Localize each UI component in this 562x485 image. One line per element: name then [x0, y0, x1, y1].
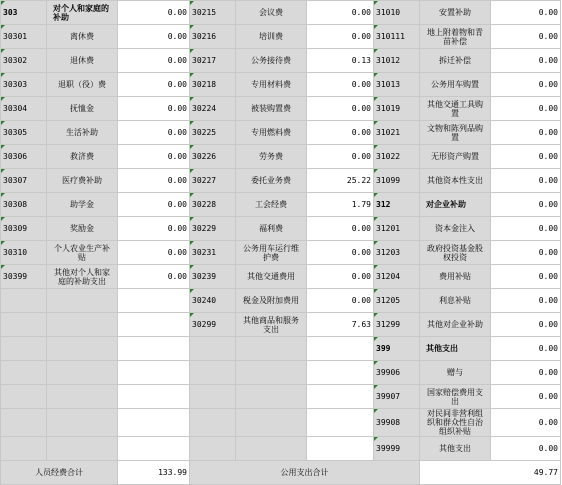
item-amount-cell: 0.00	[118, 25, 190, 49]
item-name-cell: 赠与	[420, 361, 491, 385]
totals-row	[1, 461, 561, 485]
item-amount-cell: 0.00	[491, 49, 561, 73]
item-code-cell: 30309	[1, 217, 47, 241]
item-code-cell	[190, 409, 236, 437]
item-amount-cell: 0.00	[118, 121, 190, 145]
item-code-cell: 30216	[190, 25, 236, 49]
item-code-cell	[1, 409, 47, 437]
item-amount-cell: 0.00	[491, 193, 561, 217]
item-name-cell: 对企业补助	[420, 193, 491, 217]
item-code-cell	[1, 313, 47, 337]
item-code-cell	[190, 385, 236, 409]
item-name-cell: 其他支出	[420, 437, 491, 461]
table-row	[1, 241, 561, 265]
item-code-cell: 31012	[374, 49, 420, 73]
item-code-cell: 30399	[1, 265, 47, 289]
item-amount-cell	[118, 337, 190, 361]
item-code-cell: 30227	[190, 169, 236, 193]
item-name-cell: 委托业务费	[236, 169, 307, 193]
item-amount-cell: 0.00	[118, 73, 190, 97]
item-amount-cell: 0.00	[118, 241, 190, 265]
table-row	[1, 97, 561, 121]
item-code-cell: 31201	[374, 217, 420, 241]
item-amount-cell: 0.00	[491, 385, 561, 409]
item-name-cell: 费用补贴	[420, 265, 491, 289]
item-amount-cell	[118, 361, 190, 385]
item-name-cell: 救济费	[47, 145, 118, 169]
item-code-cell: 31013	[374, 73, 420, 97]
item-name-cell	[47, 385, 118, 409]
item-name-cell	[47, 289, 118, 313]
item-code-cell: 30217	[190, 49, 236, 73]
item-amount-cell: 0.00	[307, 25, 374, 49]
table-row	[1, 1, 561, 25]
item-amount-cell: 0.00	[491, 241, 561, 265]
item-name-cell: 国家赔偿费用支出	[420, 385, 491, 409]
item-amount-cell	[118, 289, 190, 313]
table-row	[1, 265, 561, 289]
item-amount-cell: 0.00	[118, 217, 190, 241]
item-amount-cell: 0.00	[491, 121, 561, 145]
item-amount-cell: 0.00	[491, 169, 561, 193]
item-code-cell: 30224	[190, 97, 236, 121]
item-name-cell: 离休费	[47, 25, 118, 49]
item-code-cell: 312	[374, 193, 420, 217]
table-row	[1, 193, 561, 217]
item-code-cell: 30310	[1, 241, 47, 265]
item-code-cell: 30304	[1, 97, 47, 121]
item-code-cell: 30239	[190, 265, 236, 289]
item-name-cell	[47, 409, 118, 437]
item-code-cell: 310111	[374, 25, 420, 49]
item-name-cell: 奖励金	[47, 217, 118, 241]
table-row	[1, 217, 561, 241]
item-name-cell: 安置补助	[420, 1, 491, 25]
item-code-cell: 31099	[374, 169, 420, 193]
item-amount-cell: 0.00	[491, 361, 561, 385]
item-code-cell: 39999	[374, 437, 420, 461]
item-name-cell: 专用燃料费	[236, 121, 307, 145]
item-code-cell	[1, 385, 47, 409]
item-code-cell: 30226	[190, 145, 236, 169]
item-name-cell: 对个人和家庭的补助	[47, 1, 118, 25]
item-code-cell: 30299	[190, 313, 236, 337]
item-name-cell	[47, 313, 118, 337]
item-name-cell: 其他资本性支出	[420, 169, 491, 193]
table-row	[1, 337, 561, 361]
item-amount-cell: 0.00	[307, 217, 374, 241]
item-name-cell: 拆迁补偿	[420, 49, 491, 73]
item-code-cell	[190, 361, 236, 385]
item-amount-cell: 0.00	[491, 97, 561, 121]
item-code-cell	[1, 361, 47, 385]
item-amount-cell	[307, 409, 374, 437]
table-row	[1, 437, 561, 461]
item-name-cell: 其他对企业补助	[420, 313, 491, 337]
item-amount-cell: 0.00	[307, 265, 374, 289]
item-name-cell	[236, 385, 307, 409]
item-name-cell: 无形资产购置	[420, 145, 491, 169]
item-amount-cell	[307, 385, 374, 409]
item-name-cell: 退休费	[47, 49, 118, 73]
item-name-cell: 培训费	[236, 25, 307, 49]
item-name-cell	[47, 437, 118, 461]
item-amount-cell: 0.00	[491, 145, 561, 169]
item-amount-cell	[307, 437, 374, 461]
item-code-cell: 30305	[1, 121, 47, 145]
item-code-cell: 31019	[374, 97, 420, 121]
item-amount-cell	[118, 313, 190, 337]
public-total-label: 公用支出合计	[190, 461, 420, 485]
item-code-cell: 303	[1, 1, 47, 25]
item-code-cell: 30231	[190, 241, 236, 265]
item-code-cell: 31205	[374, 289, 420, 313]
item-code-cell: 30240	[190, 289, 236, 313]
item-amount-cell: 0.00	[491, 409, 561, 437]
item-amount-cell: 0.00	[307, 1, 374, 25]
item-name-cell: 福利费	[236, 217, 307, 241]
item-amount-cell: 0.00	[307, 145, 374, 169]
item-name-cell: 利息补贴	[420, 289, 491, 313]
item-name-cell: 医疗费补助	[47, 169, 118, 193]
table-row	[1, 25, 561, 49]
item-code-cell: 31299	[374, 313, 420, 337]
item-code-cell	[190, 437, 236, 461]
table-row	[1, 49, 561, 73]
item-name-cell: 被装购置费	[236, 97, 307, 121]
item-amount-cell: 0.00	[491, 337, 561, 361]
item-code-cell: 31021	[374, 121, 420, 145]
item-amount-cell: 0.00	[118, 97, 190, 121]
item-amount-cell: 0.00	[307, 241, 374, 265]
item-name-cell: 工会经费	[236, 193, 307, 217]
item-name-cell: 地上附着物和青苗补偿	[420, 25, 491, 49]
item-code-cell: 39906	[374, 361, 420, 385]
table-row	[1, 145, 561, 169]
item-amount-cell: 1.79	[307, 193, 374, 217]
item-amount-cell: 0.00	[118, 145, 190, 169]
item-name-cell: 公务接待费	[236, 49, 307, 73]
item-code-cell: 399	[374, 337, 420, 361]
item-code-cell: 31204	[374, 265, 420, 289]
item-amount-cell: 0.13	[307, 49, 374, 73]
item-code-cell: 30302	[1, 49, 47, 73]
item-code-cell: 30229	[190, 217, 236, 241]
item-name-cell	[236, 361, 307, 385]
table-row	[1, 73, 561, 97]
personnel-total-value: 133.99	[118, 461, 190, 485]
item-amount-cell: 0.00	[307, 73, 374, 97]
item-amount-cell: 0.00	[118, 169, 190, 193]
item-code-cell: 30228	[190, 193, 236, 217]
item-name-cell: 专用材料费	[236, 73, 307, 97]
item-code-cell: 30308	[1, 193, 47, 217]
item-name-cell: 其他交通工具购置	[420, 97, 491, 121]
item-amount-cell: 0.00	[118, 193, 190, 217]
item-name-cell: 政府投资基金股权投资	[420, 241, 491, 265]
item-code-cell: 31022	[374, 145, 420, 169]
item-amount-cell: 0.00	[491, 289, 561, 313]
item-name-cell: 税金及附加费用	[236, 289, 307, 313]
item-name-cell: 文物和陈列品购置	[420, 121, 491, 145]
item-code-cell: 30218	[190, 73, 236, 97]
personnel-total-label: 人员经费合计	[1, 461, 118, 485]
item-name-cell: 个人农业生产补贴	[47, 241, 118, 265]
item-name-cell: 助学金	[47, 193, 118, 217]
item-code-cell: 30307	[1, 169, 47, 193]
item-amount-cell: 0.00	[307, 97, 374, 121]
item-amount-cell: 0.00	[491, 1, 561, 25]
item-code-cell: 30301	[1, 25, 47, 49]
item-name-cell	[236, 437, 307, 461]
item-code-cell	[1, 437, 47, 461]
item-name-cell: 退职（役）费	[47, 73, 118, 97]
item-name-cell: 其他交通费用	[236, 265, 307, 289]
item-amount-cell: 0.00	[491, 25, 561, 49]
item-amount-cell	[307, 337, 374, 361]
item-amount-cell: 0.00	[491, 217, 561, 241]
item-code-cell: 30306	[1, 145, 47, 169]
item-name-cell	[47, 337, 118, 361]
table-row	[1, 313, 561, 337]
item-amount-cell	[118, 385, 190, 409]
item-amount-cell: 0.00	[491, 265, 561, 289]
item-amount-cell	[118, 409, 190, 437]
item-code-cell: 39908	[374, 409, 420, 437]
item-name-cell	[236, 337, 307, 361]
item-amount-cell: 0.00	[118, 1, 190, 25]
item-amount-cell: 0.00	[118, 49, 190, 73]
item-name-cell: 劳务费	[236, 145, 307, 169]
item-amount-cell: 0.00	[118, 265, 190, 289]
item-name-cell: 公务用车运行维护费	[236, 241, 307, 265]
item-amount-cell: 0.00	[307, 121, 374, 145]
item-amount-cell	[307, 361, 374, 385]
table-row	[1, 121, 561, 145]
item-name-cell: 会议费	[236, 1, 307, 25]
item-code-cell: 31010	[374, 1, 420, 25]
table-row	[1, 289, 561, 313]
item-code-cell	[1, 337, 47, 361]
item-name-cell: 生活补助	[47, 121, 118, 145]
item-name-cell	[236, 409, 307, 437]
item-amount-cell: 0.00	[491, 313, 561, 337]
item-name-cell: 其他对个人和家庭的补助支出	[47, 265, 118, 289]
item-name-cell: 资本金注入	[420, 217, 491, 241]
item-code-cell: 39907	[374, 385, 420, 409]
item-code-cell: 31203	[374, 241, 420, 265]
item-amount-cell: 7.63	[307, 313, 374, 337]
item-amount-cell	[118, 437, 190, 461]
item-name-cell: 公务用车购置	[420, 73, 491, 97]
item-code-cell	[190, 337, 236, 361]
item-name-cell: 其他商品和服务支出	[236, 313, 307, 337]
item-amount-cell: 0.00	[491, 73, 561, 97]
item-name-cell: 其他支出	[420, 337, 491, 361]
item-amount-cell: 0.00	[307, 289, 374, 313]
public-total-value: 49.77	[420, 461, 561, 485]
item-code-cell: 30303	[1, 73, 47, 97]
table-row	[1, 385, 561, 409]
item-code-cell: 30225	[190, 121, 236, 145]
item-amount-cell: 0.00	[491, 437, 561, 461]
item-name-cell	[47, 361, 118, 385]
item-code-cell	[1, 289, 47, 313]
table-row	[1, 361, 561, 385]
item-name-cell: 抚恤金	[47, 97, 118, 121]
item-code-cell: 30215	[190, 1, 236, 25]
item-name-cell: 对民间非营利组织和群众性自治组织补贴	[420, 409, 491, 437]
item-amount-cell: 25.22	[307, 169, 374, 193]
table-row	[1, 409, 561, 437]
table-row	[1, 169, 561, 193]
